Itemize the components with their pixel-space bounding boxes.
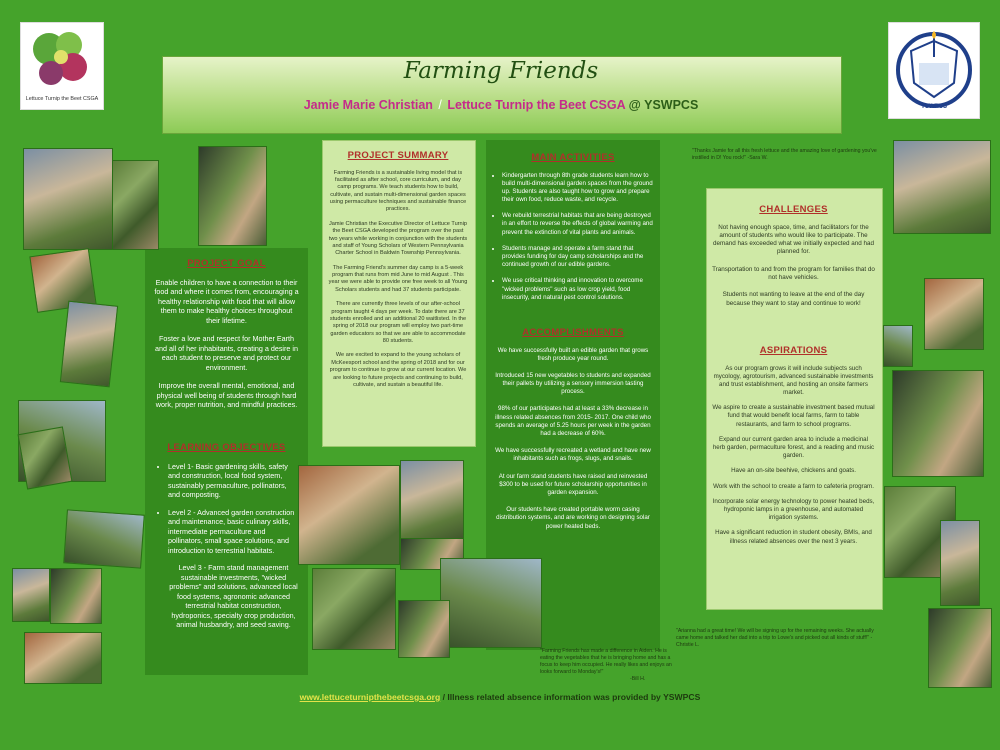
summary-paragraph: There are currently three levels of our after-school program taught 4 days per week. To date there are 37 students enrolled and an additional 20 waitlisted. In the spring of 2018 our program will employ two part-time garden educators so that we are able to accommodate 80 students. bbox=[329, 301, 467, 345]
activity-item: • Students manage and operate a farm stand that provides funding for day camp scholarships and the continued growth of our edible gardens. bbox=[502, 245, 654, 270]
left-logo-caption: Lettuce Turnip the Beet CSGA bbox=[25, 96, 99, 102]
goal-paragraph: Improve the overall mental, emotional, and physical well being of students through hard work, proper nutrition, and mindful practices. bbox=[155, 381, 298, 410]
photo-garden-plants bbox=[198, 146, 267, 246]
aspiration-paragraph: Expand our current garden area to include a medicinal herb garden, permaculture forest, and a reading and music garden. bbox=[712, 435, 875, 460]
photo-hand-soil bbox=[24, 632, 102, 684]
summary-paragraph: Jamie Christian the Executive Director of Lettuce Turnip the Beet CSGA developed the program over the past two years while working in conjunction with the students and staff of Young Scholars of Western Pennsylvania Charter School in Baldwin Township Pennsylvania. bbox=[328, 220, 468, 257]
learning-objectives-heading: LEARNING OBJECTIVES bbox=[167, 442, 286, 453]
aspiration-paragraph: Have a significant reduction in student obesity, BMIs, and illness related absences over the next 3 years. bbox=[715, 529, 872, 545]
footer-note: / Illness related absence information was provided by YSWPCS bbox=[440, 692, 701, 702]
accomplishments-section bbox=[492, 327, 654, 540]
seal-text: YSWPCS bbox=[920, 104, 947, 110]
accomplishment-paragraph: 98% of our participates had at least a 33% decrease in illness related absences from 2015- 2017. One child who spends an average of 5.25 hours per week in the garden had a decrease of 60%. bbox=[495, 405, 651, 438]
quote-bill-author: -Bill H. bbox=[630, 676, 646, 683]
left-logo bbox=[20, 22, 104, 110]
goal-paragraph: Enable children to have a connection to their food and where it comes from, encouraging a healthy relationship with food that will allow them to make healthy choices throughout their lifetime. bbox=[154, 277, 299, 325]
summary-paragraph: We are excited to expand to the young scholars of McKeesport school and the spring of 2018 and for our program to continue to grow at our current location. We are looking to future projects and continuing to build, cultivate, and sustain a beautiful life. bbox=[329, 352, 467, 388]
aspiration-paragraph: Have an on-site beehive, chickens and goats. bbox=[731, 467, 856, 475]
photo-girl-hat bbox=[12, 568, 50, 622]
at-sign: @ bbox=[628, 98, 641, 112]
page-title: Farming Friends bbox=[403, 58, 599, 84]
activity-item: • Kindergarten through 8th grade students learn how to build multi-dimensional garden spaces from the ground up. Students are also taught how to grow and prepare their own food, reduce waste, and recycle. bbox=[502, 172, 654, 205]
separator: / bbox=[438, 98, 442, 112]
goal-paragraph: Foster a love and respect for Mother Earth and all of her inhabitants, creating a desire in each student to preserve and protect our environment. bbox=[154, 334, 299, 372]
aspiration-paragraph: Incorporate solar energy technology to power heated beds, hydroponic lamps in a greenhouse, and automated irrigation systems. bbox=[712, 497, 875, 522]
vegetable-logo-icon bbox=[21, 23, 103, 93]
quote-bill-text: "Farming Friends has made a difference in Aiden. He is eating the vegetables that he is bringing home and has a focus to keep him occupied. He really likes and enjoys an looks forward to Monday's!" bbox=[540, 648, 672, 676]
activity-item: • We rebuild terrestrial habitats that are being destroyed in an effort to reverse the effects of global warming and prevent the extinction of vital plants and animals. bbox=[502, 212, 654, 237]
objective-item: • Level 2 - Advanced garden construction and maintenance, basic culinary skills, intermediate permaculture and pollinators, small space solutions, and introduction to terrestrial habitats. bbox=[168, 508, 299, 556]
activities-list bbox=[492, 172, 654, 302]
aspiration-paragraph: We aspire to create a sustainable investment based mutual fund that would benefit local farms, farm to table restaurants, and farm to school programs. bbox=[712, 404, 875, 428]
photo-girl-yard bbox=[17, 426, 72, 489]
photo-family-table bbox=[893, 140, 991, 234]
challenge-paragraph: Not having enough space, time, and facilitators for the amount of students who would like to participate. The demand has exceeded what we initially expected and had planned for. bbox=[712, 223, 875, 256]
photo-garden-path bbox=[928, 608, 992, 688]
challenge-paragraph: Transportation to and from the program for families that do not have vehicles. bbox=[712, 265, 875, 282]
quote-christie: "Arianna had a great time! We will be signing up for the remaining weeks. She actually came home and talked her dad into a trip to Lowe's and picked out all kinds of stuff!" - Christie L. bbox=[676, 628, 874, 649]
aspiration-paragraph: As our program grows it will include subjects such mycology, agrotourism, advanced sustainable investments and trust establishment, and hosting an onsite farmers market. bbox=[713, 364, 874, 397]
accomplishment-paragraph: At our farm stand students have raised and reinvested $300 to be used for future scholarship opportunities in garden expansion. bbox=[498, 472, 648, 496]
subtitle bbox=[162, 98, 840, 112]
aspirations-heading: ASPIRATIONS bbox=[759, 345, 828, 356]
organization-name: Lettuce Turnip the Beet CSGA bbox=[447, 98, 626, 112]
project-summary-section bbox=[328, 150, 468, 396]
photo-garden-beds bbox=[112, 160, 159, 250]
photo-harvest bbox=[312, 568, 396, 650]
quote-sara: "Thanks Jamie for all this fresh lettuce and the amazing love of gardening you've instilled in D! You rock!" -Sara W. bbox=[692, 148, 877, 162]
summary-paragraph: Farming Friends is a sustainable living model that is facilitated as after school, core curriculum, and day camp programs. We teach students how to build, cultivate, and sustain multi-dimensional garden spaces using permaculture techniques and sustainable finance practices. bbox=[329, 169, 467, 213]
photo-compost bbox=[398, 600, 450, 658]
challenges-heading: CHALLENGES bbox=[759, 204, 828, 215]
main-activities-section bbox=[492, 152, 654, 310]
objective-item: • Level 1- Basic gardening skills, safety and construction, local food system, sustainably permaculture, pollinators, and composting. bbox=[168, 462, 299, 500]
photo-boy-blue bbox=[50, 568, 102, 624]
photo-child-portrait bbox=[60, 301, 118, 388]
project-summary-heading: PROJECT SUMMARY bbox=[347, 150, 449, 161]
right-logo bbox=[888, 22, 980, 119]
photo-cooking bbox=[298, 465, 400, 565]
accomplishment-paragraph: Our students have created portable worm casing distribution systems, and are working on designing solar power heated beds. bbox=[496, 506, 650, 530]
presenter-name: Jamie Marie Christian bbox=[303, 98, 433, 112]
photo-kid-portrait bbox=[883, 325, 913, 367]
project-goal-section bbox=[154, 258, 299, 419]
footer bbox=[0, 692, 1000, 702]
main-activities-heading: MAIN ACTIVITIES bbox=[531, 152, 615, 163]
accomplishment-paragraph: We have successfully recreated a wetland and have new inhabitants such as frogs, slugs, and snails. bbox=[495, 447, 651, 463]
accomplishment-paragraph: Introduced 15 new vegetables to students and expanded their pallets by utilizing a sensory immersion tasting process. bbox=[495, 371, 651, 396]
objectives-list bbox=[154, 462, 299, 630]
aspirations-section bbox=[712, 345, 875, 553]
project-goal-heading: PROJECT GOAL bbox=[187, 258, 266, 269]
activity-item: • We use critical thinking and innovation to overcome "wicked problems" such as low crop yield, food insecurity, and natural pest control solutions. bbox=[502, 277, 654, 302]
photo-girl-flowers bbox=[940, 520, 980, 606]
quote-bill bbox=[540, 648, 680, 683]
website-link[interactable]: www.lettuceturnipthebeetcsga.org bbox=[299, 692, 441, 702]
challenge-paragraph: Students not wanting to leave at the end of the day because they want to stay and continue to work! bbox=[722, 291, 865, 307]
photo-pallet-building bbox=[23, 148, 113, 250]
partner-name: YSWPCS bbox=[644, 98, 699, 112]
photo-boy-garden bbox=[440, 558, 542, 648]
photo-tools bbox=[892, 370, 984, 477]
challenges-section bbox=[712, 204, 875, 317]
accomplishments-heading: ACCOMPLISHMENTS bbox=[522, 327, 624, 338]
accomplishment-paragraph: We have successfully built an edible garden that grows fresh produce year round. bbox=[497, 346, 649, 362]
objective-item: Level 3 - Farm stand management sustainable investments, "wicked problems" and solutions, advanced local food systems, agronomic advanced terrestrial habitat construction, hydroponics, specialty crop production, animal husbandry, and seed saving. bbox=[169, 563, 298, 630]
photo-kid-plate bbox=[400, 460, 464, 540]
aspiration-paragraph: Work with the school to create a farm to cafeteria program. bbox=[713, 482, 874, 490]
photo-field bbox=[63, 509, 145, 568]
learning-objectives-section bbox=[154, 442, 299, 638]
summary-paragraph: The Farming Friend's summer day camp is a 5-week program that runs from mid June to mid August . This year we were able to provide one free week to all Young Scholars students and had 37 students participate. bbox=[328, 264, 468, 293]
photo-girl-produce bbox=[924, 278, 984, 350]
